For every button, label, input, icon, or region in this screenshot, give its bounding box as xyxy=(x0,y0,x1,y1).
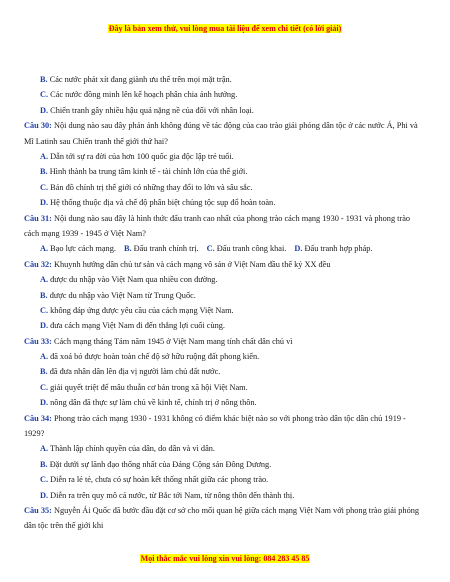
option-key: A. xyxy=(40,444,49,454)
question-text: Khuynh hướng dân chủ tư sản và cách mạng vô sản ở Việt Nam đầu thế kỷ XX đều xyxy=(53,259,331,269)
question-label: Câu 34: xyxy=(24,413,52,423)
document-body xyxy=(24,72,426,534)
option-text: Thành lập chính quyền của dân, do dân và vì dân. xyxy=(50,444,215,454)
option-text: Đấu tranh chính trị. xyxy=(133,244,199,254)
contact-text: Mọi thắc mắc vui lòng xin vui lòng: 084 283 45 85 xyxy=(140,554,310,563)
option-key: B. xyxy=(123,244,132,254)
answer-option xyxy=(207,241,287,256)
answer-option xyxy=(24,288,426,303)
option-text: Đấu tranh hợp pháp. xyxy=(304,244,373,254)
question-label: Câu 31: xyxy=(24,213,52,223)
option-text: Diễn ra lẻ tẻ, chưa có sự hoàn kết thống nhất giữa các phong trào. xyxy=(50,475,269,485)
question-label: Câu 32: xyxy=(24,259,52,269)
question-31 xyxy=(24,211,426,242)
answer-option xyxy=(24,103,426,118)
option-text: Dẫn tới sự ra đời của hơn 100 quốc gia độc lập trẻ tuổi. xyxy=(50,151,234,161)
option-text: Đặt dưới sự lãnh đạo thống nhất của Đảng Cộng sản Đông Dương. xyxy=(49,459,272,469)
question-30 xyxy=(24,118,426,149)
option-key: B. xyxy=(40,459,48,469)
question-35 xyxy=(24,503,426,534)
option-text: Đấu tranh công khai. xyxy=(216,244,287,254)
question-label: Câu 35: xyxy=(24,506,52,516)
option-key: D. xyxy=(40,198,49,208)
option-key: A. xyxy=(40,275,49,285)
answer-option xyxy=(24,441,426,456)
answer-option xyxy=(40,241,116,256)
question-34 xyxy=(24,411,426,442)
option-key: D. xyxy=(294,244,303,254)
answer-option xyxy=(24,195,426,210)
preview-notice-text: Đây là bản xem thử, vui lòng mua tài liệu để xem chi tiết (có lời giải) xyxy=(108,24,342,33)
option-key: D. xyxy=(40,105,49,115)
option-text: đã xoá bỏ được hoàn toàn chế độ sở hữu ruộng đất phong kiến. xyxy=(50,352,260,362)
option-key: B. xyxy=(40,75,48,84)
option-key: B. xyxy=(40,290,48,300)
option-key: A. xyxy=(40,244,49,254)
option-key: B. xyxy=(40,167,48,177)
option-key: C. xyxy=(40,182,49,192)
answer-option xyxy=(24,380,426,395)
question-text: Cách mạng tháng Tám năm 1945 ở Việt Nam mang tính chất dân chủ vì xyxy=(53,336,293,346)
answer-option xyxy=(24,472,426,487)
option-text: giải quyết triệt để mâu thuẫn cơ bản trong xã hội Việt Nam. xyxy=(50,382,248,392)
question-text: Nguyễn Ái Quốc đã bước đầu đặt cơ sở cho mối quan hệ giữa cách mạng Việt Nam với phong trào giải phóng dân tộc trên thế giới khi xyxy=(24,506,420,531)
option-key: D. xyxy=(40,321,49,331)
question-label: Câu 30: xyxy=(24,121,52,131)
option-key: B. xyxy=(40,367,48,377)
option-key: D. xyxy=(40,398,49,408)
option-text: Các nước phát xít đang giành ưu thế trên mọi mặt trận. xyxy=(49,75,232,84)
option-text: Bản đồ chính trị thế giới có những thay đổi to lớn và sâu sắc. xyxy=(50,182,253,192)
option-text: Hệ thống thuộc địa và chế độ phân biệt chủng tộc sụp đổ hoàn toàn. xyxy=(50,198,276,208)
question-text: Nội dung nào sau đây là hình thức đấu tranh cao nhất của phong trào cách mạng 1930 - 1931 và phong trào cách mạng 1939 - 1945 ở Việt Nam? xyxy=(24,213,411,238)
option-key: C. xyxy=(206,244,215,254)
answer-option xyxy=(24,457,426,472)
option-text: đưa cách mạng Việt Nam đi đến thắng lợi cuối cùng. xyxy=(50,321,225,331)
option-key: C. xyxy=(40,90,49,100)
option-key: C. xyxy=(40,382,49,392)
answer-option xyxy=(24,349,426,364)
answer-option xyxy=(24,149,426,164)
answer-option xyxy=(24,180,426,195)
answer-option xyxy=(24,364,426,379)
answer-option xyxy=(24,272,426,287)
option-key: A. xyxy=(40,352,49,362)
contact-banner xyxy=(0,554,450,564)
preview-notice-banner xyxy=(0,24,450,34)
answer-option xyxy=(294,241,372,256)
answer-option xyxy=(24,488,426,503)
option-key: C. xyxy=(40,475,49,485)
option-text: Hình thành ba trung tâm kinh tế - tài chính lớn của thế giới. xyxy=(49,167,248,177)
question-33 xyxy=(24,334,426,349)
answer-option xyxy=(24,303,426,318)
answer-option xyxy=(24,318,426,333)
option-text: Chiến tranh gây nhiều hậu quả nặng nề của đối với nhân loại. xyxy=(50,105,254,115)
option-text: được du nhập vào Việt Nam từ Trung Quốc. xyxy=(49,290,196,300)
answer-option xyxy=(24,395,426,410)
answer-option xyxy=(24,164,426,179)
option-text: Diễn ra trên quy mô cả nước, từ Bắc tới Nam, từ nông thôn đến thành thị. xyxy=(50,490,295,500)
question-label: Câu 33: xyxy=(24,336,52,346)
option-key: C. xyxy=(40,305,49,315)
option-text: Các nước đồng minh lên kế hoạch phân chia ảnh hưởng. xyxy=(50,90,238,100)
option-text: Bạo lực cách mạng. xyxy=(50,244,116,254)
question-text: Phong trào cách mạng 1930 - 1931 không có điểm khác biệt nào so với phong trào dân tộc dân chủ 1919 - 1929? xyxy=(24,413,406,439)
answer-option xyxy=(124,241,199,256)
option-text: đã đưa nhân dân lên địa vị người làm chủ đất nước. xyxy=(49,367,221,377)
option-key: A. xyxy=(40,151,49,161)
question-text: Nội dung nào sau đây phản ánh không đúng về tác động của cao trào giải phóng dân tộc ở các nước Á, Phi và Mĩ Latinh sau Chiến tranh thế giới thứ hai? xyxy=(24,121,418,146)
option-key: D. xyxy=(40,490,49,500)
option-text: không đáp ứng được yêu cầu của cách mạng Việt Nam. xyxy=(50,305,234,315)
answer-option xyxy=(24,72,426,87)
answer-option xyxy=(24,87,426,102)
question-32 xyxy=(24,257,426,272)
option-text: được du nhập vào Việt Nam qua nhiều con đường. xyxy=(50,275,218,285)
option-text: nông dân đã thực sự làm chủ về kinh tế, chính trị ở nông thôn. xyxy=(50,398,257,408)
answer-options-row xyxy=(24,241,426,256)
